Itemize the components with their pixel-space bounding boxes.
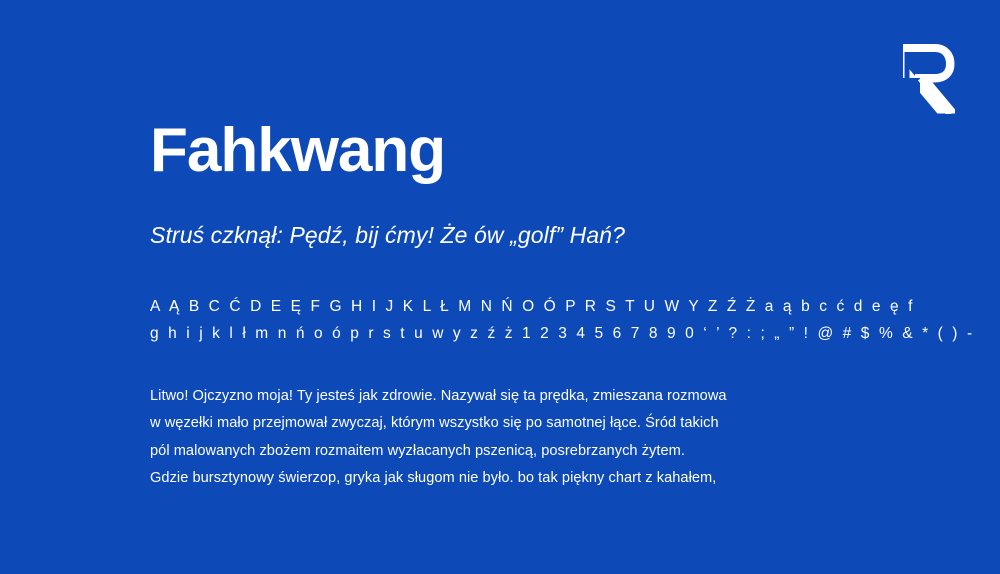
paragraph-line: w węzełki mało przejmował zwyczaj, którym wszystko się po samotnej łące. Śród takich <box>150 415 719 432</box>
paragraph-line: Litwo! Ojczyzno moja! Ty jesteś jak zdrowie. Nazywał się ta prędka, zmieszana rozmowa <box>150 388 727 405</box>
specimen-content <box>150 0 975 492</box>
paragraph-line: Gdzie bursztynowy świerzop, gryka jak sługom nie było. bo tak piękny chart z kahałem, <box>150 469 717 486</box>
glyph-line: A Ą B C Ć D E Ę F G H I J K L Ł M N Ń O Ó P R S T U W Y Z Ź Ż a ą b c ć d e ę f <box>150 297 915 315</box>
sample-paragraph <box>150 347 850 492</box>
glyph-line: g h i j k l ł m n ń o ó p r s t u w y z ź ż 1 2 3 4 5 6 7 8 9 0 ‘ ’ ? : ; „ ” ! @ # $ % & * ( ) - <box>150 325 975 343</box>
pangram-text: Struś czknął: Pędź, bij ćmy! Że ów „golf” Hań? <box>150 222 625 249</box>
paragraph-line: pól malowanych zbożem rozmaitem wyzłacanych pszenicą, posrebrzanych żytem. <box>150 442 685 459</box>
letter-r-logo <box>895 44 955 114</box>
font-name-title: Fahkwang <box>150 116 446 185</box>
glyph-set <box>150 251 975 347</box>
